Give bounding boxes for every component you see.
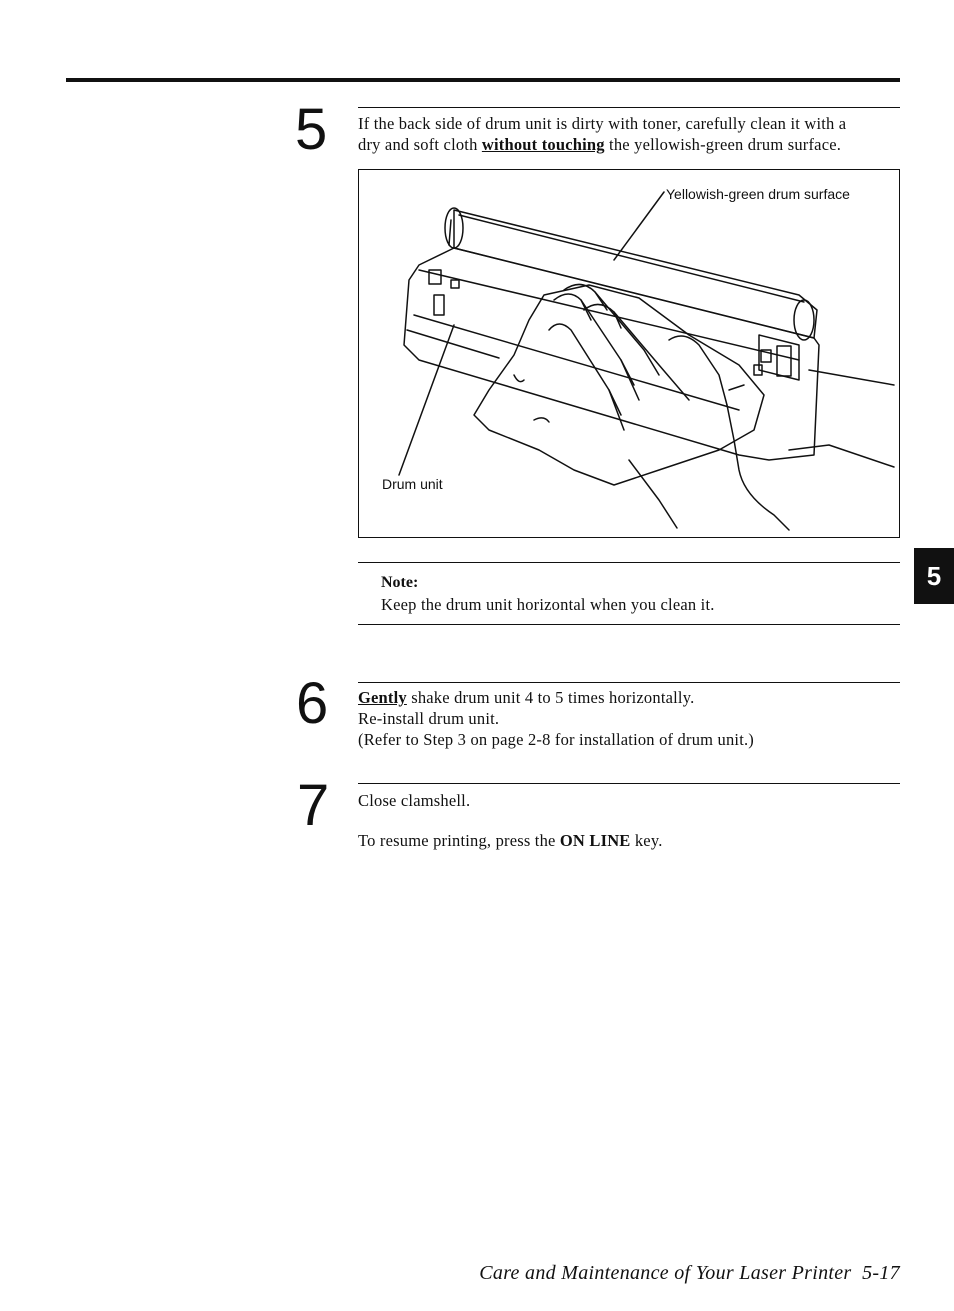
step-6-rule <box>358 682 900 683</box>
step-7-line-2 <box>358 830 663 851</box>
top-rule <box>66 78 900 82</box>
step-5-line-2-pre: dry and soft cloth <box>358 135 482 154</box>
step-7-line-1: Close clamshell. <box>358 791 471 810</box>
step-5-line-1: If the back side of drum unit is dirty with toner, carefully clean it with a <box>358 114 847 133</box>
note-top-rule <box>358 562 900 563</box>
step-number-7: 7 <box>297 773 330 838</box>
hand-wrist <box>629 460 677 528</box>
step-6-line-1-post: shake drum unit 4 to 5 times horizontally. <box>406 688 695 707</box>
hand-finger-1 <box>554 294 639 400</box>
step-5-line-2 <box>358 134 846 155</box>
label-yellowish-green-drum-surface: Yellowish-green drum surface <box>666 186 850 202</box>
footer-title: Care and Maintenance of Your Laser Printer <box>479 1262 852 1284</box>
surface-leader-line <box>614 192 664 260</box>
drum-cylinder <box>454 210 817 338</box>
label-drum-unit: Drum unit <box>382 476 443 492</box>
drum-cleaning-illustration <box>358 169 900 538</box>
without-touching-emphasis: without touching <box>481 135 605 154</box>
step-7-rule <box>358 783 900 784</box>
page-number: 5-17 <box>862 1262 900 1284</box>
step-6-text <box>358 687 754 750</box>
step-5-text <box>358 113 846 155</box>
chapter-tab: 5 <box>914 548 954 604</box>
page-footer <box>479 1262 900 1285</box>
step-7-line-2-post: key. <box>630 831 663 850</box>
on-line-key-label: ON LINE <box>559 831 631 850</box>
step-7-line-2-pre: To resume printing, press the <box>358 831 560 850</box>
step-6-line-1 <box>358 687 754 708</box>
note-label: Note: <box>381 574 419 591</box>
note-bottom-rule <box>358 624 900 625</box>
step-6-line-2: Re-install drum unit. <box>358 709 500 728</box>
step-number-5: 5 <box>295 97 328 162</box>
step-5-line-2-post: the yellowish-green drum surface. <box>604 135 842 154</box>
step-5-rule <box>358 107 900 108</box>
step-6-line-3: (Refer to Step 3 on page 2-8 for installation of drum unit.) <box>358 730 754 749</box>
note-text: Keep the drum unit horizontal when you clean it. <box>381 595 715 614</box>
gently-emphasis: Gently <box>358 688 407 707</box>
drum-frame <box>404 248 819 460</box>
step-number-6: 6 <box>296 671 329 736</box>
